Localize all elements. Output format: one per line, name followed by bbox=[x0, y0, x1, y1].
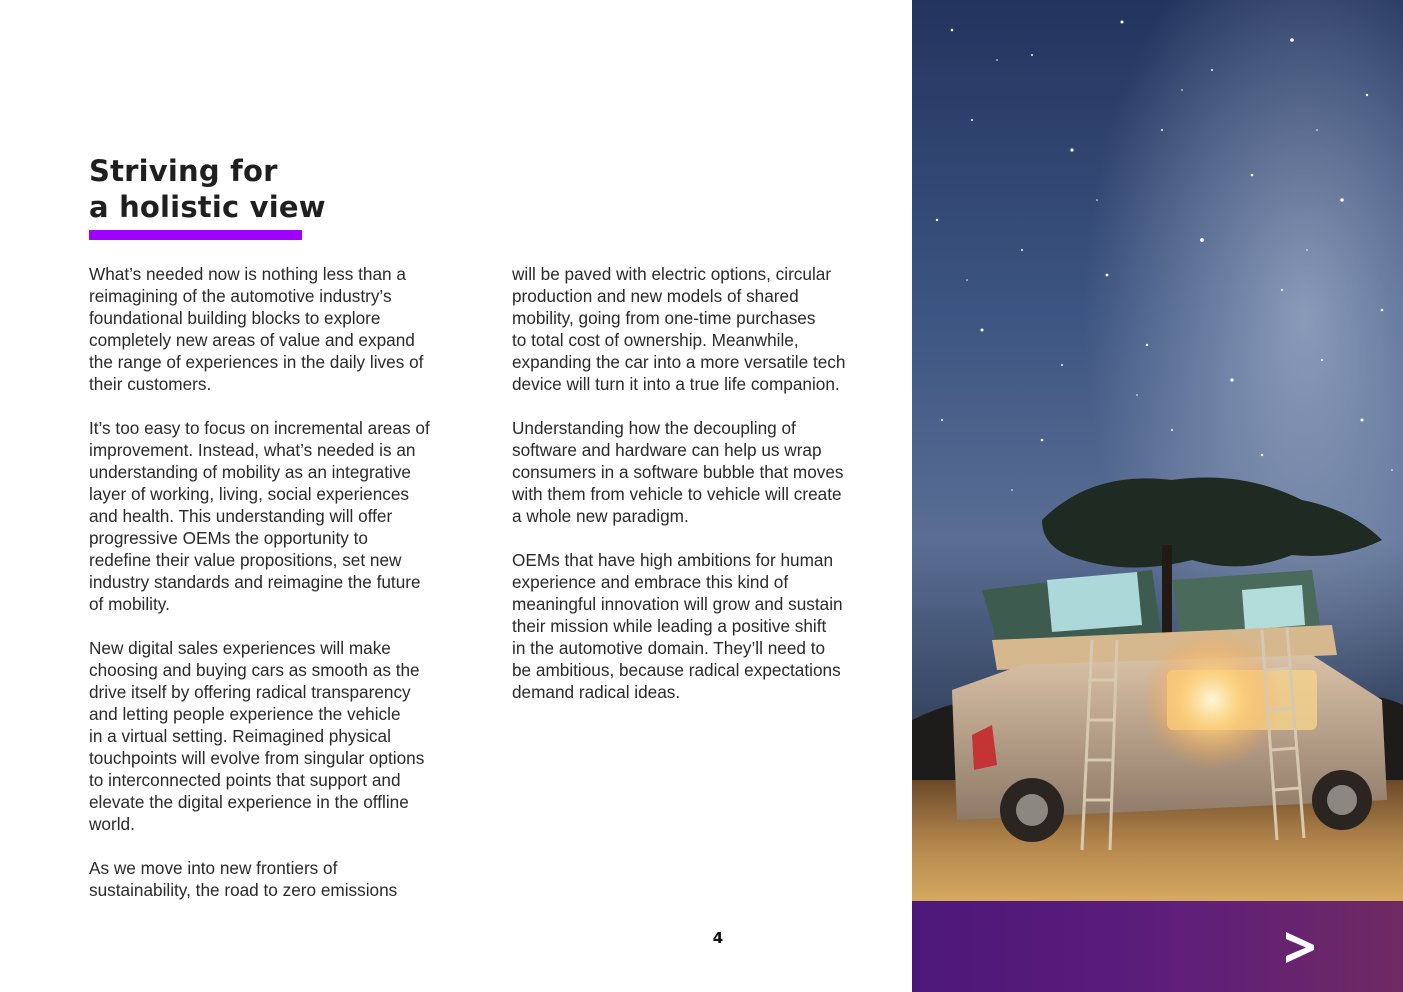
paragraph: Understanding how the decoupling of software and hardware can help us wrap consumers in a software bubble that moves with them from vehicle to vehicle will create a whole new paradigm. bbox=[512, 418, 844, 526]
page-title bbox=[89, 153, 326, 225]
text-column-right bbox=[512, 263, 892, 725]
paragraph: OEMs that have high ambitions for human experience and embrace this kind of meaningful innovation will grow and sustain their mission while leading a positive shift in the automotive domain. They’ll need to be ambitious, because radical expectations demand radical ideas. bbox=[512, 550, 843, 702]
paragraph: It’s too easy to focus on incremental areas of improvement. Instead, what’s needed is an understanding of mobility as an integrative layer of working, living, social experiences and health. This understanding will offer progressive OEMs the opportunity to redefine their value propositions, set new industry standards and reimagine the future of mobility. bbox=[89, 418, 430, 614]
title-accent-rule bbox=[89, 230, 302, 240]
brand-band bbox=[912, 901, 1403, 992]
title-line-2: a holistic view bbox=[89, 190, 326, 224]
paragraph: New digital sales experiences will make choosing and buying cars as smooth as the drive itself by offering radical transparency and letting people experience the vehicle in a virtual setting. Reimagined physical touchpoints will evolve from singular options to interconnected points that support and elevate the digital experience in the offline world. bbox=[89, 638, 425, 834]
image-panel bbox=[912, 0, 1403, 992]
night-sky-camper-truck-photo bbox=[912, 0, 1403, 901]
page-number: 4 bbox=[712, 929, 724, 947]
paragraph: will be paved with electric options, circular production and new models of shared mobility, going from one-time purchases to total cost of ownership. Meanwhile, expanding the car into a more versatile tech device will turn it into a true life companion. bbox=[512, 264, 846, 394]
paragraph: What’s needed now is nothing less than a reimagining of the automotive industry’s foundational building blocks to explore completely new areas of value and expand the range of experiences in the daily lives of their customers. bbox=[89, 264, 424, 394]
paragraph: As we move into new frontiers of sustainability, the road to zero emissions bbox=[89, 858, 398, 900]
title-line-1: Striving for bbox=[89, 154, 278, 188]
chevron-right-logo-icon bbox=[1282, 929, 1318, 965]
text-column-left bbox=[89, 263, 474, 923]
